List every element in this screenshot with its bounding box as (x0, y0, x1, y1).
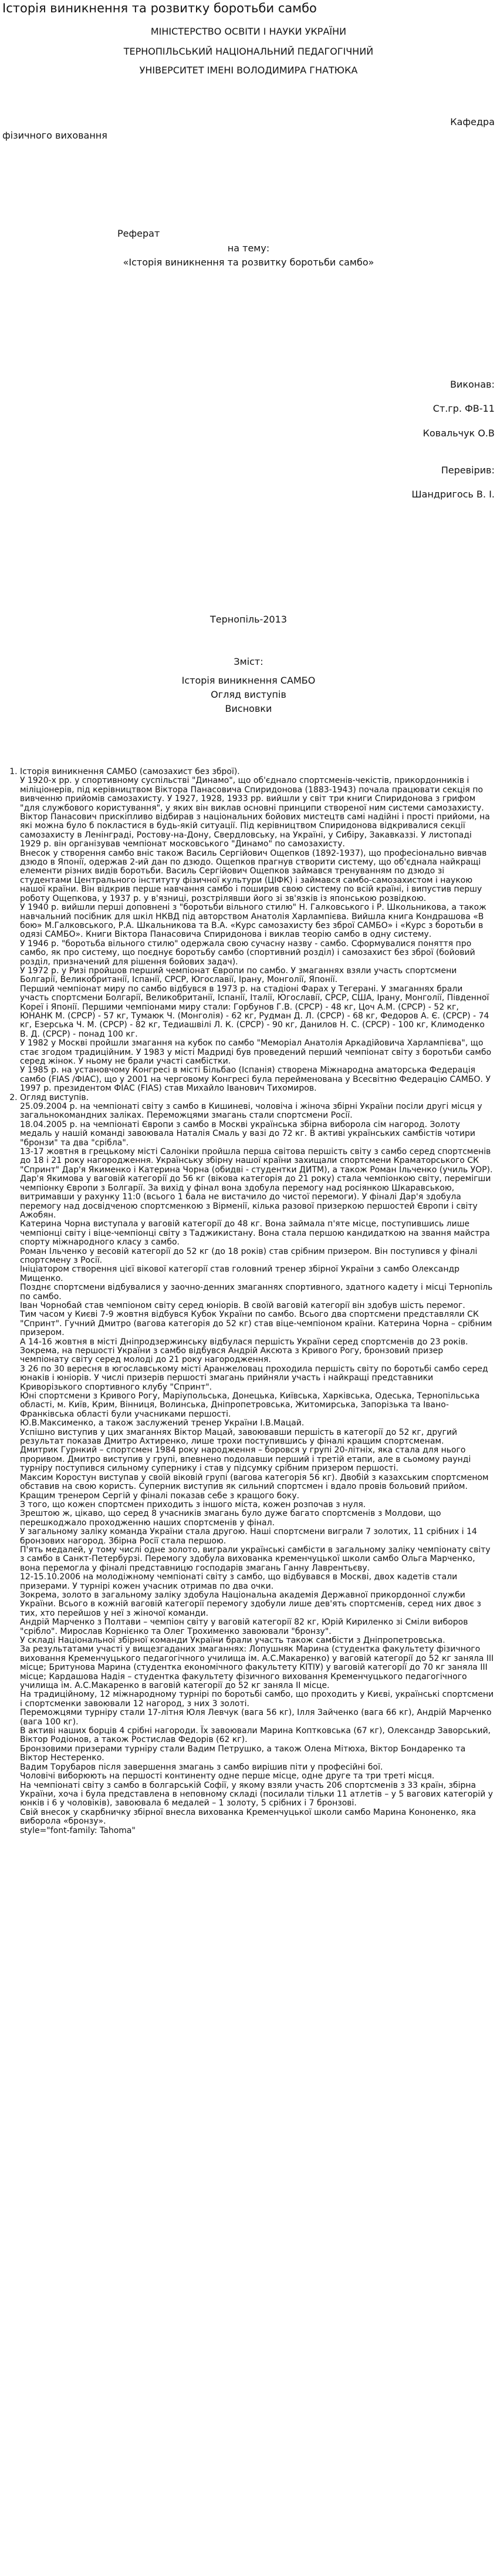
sections-list (2, 768, 494, 1835)
city-year: Тернопіль-2013 (209, 614, 288, 625)
paragraph: У 1982 у Москві пройшли змагання на кубок по самбо "Меморіал Анатолія Аркадійовича Харлампієва", що стає згодом традиційним. У 1983 у місті Мадриді був проведений перший чемпіонат світу з боротьби самбо серед жінок. У ньому не брали участі самбістки. (20, 1038, 492, 1066)
paragraph: Кращим тренером Сергій у фіналі показав себе з кращого боку. (20, 1491, 300, 1501)
section-heading: 2. Огляд виступів. (20, 1092, 89, 1102)
paragraph: Чоловічі виборюють на першості континенту одне перше місце, одне друге та три треті місця. (20, 1771, 435, 1781)
paragraph: Бронзовими призерами турніру стали Вадим Петрушко, а також Олена Мітюха, Віктор Бондаренко та Віктор Нестеренко. (20, 1744, 466, 1763)
paragraph: На традиційному, 12 міжнародному турнірі по боротьбі самбо, що проходить у Києві, українські спортсмени і спортсменки завоювали 12 нагород, з них 3 золоті. (20, 1690, 494, 1709)
paragraph: Зокрема, золото в загальному заліку здобула Національна академія Державної прикордонної служби України. Всього в кожній ваговій категорії перемогу здобули лише дев'ять спортсменів, серед них двоє з тих, хто перейшов у неї з жіночої команди. (20, 1590, 481, 1618)
section-heading: 1. Історія виникнення САМБО (самозахист без зброї). (20, 767, 240, 776)
document-body (2, 768, 494, 1835)
paragraph: У 1946 р. "боротьба вільного стилю" одержала свою сучасну назву - самбо. Сформувалися поняття про самбо, як про систему, що поєднує боротьбу самбо (спортивний розділ) і самозахист без зброї (бойовий розділ, призначений для рішення бойових задач). (20, 939, 475, 967)
paragraph: А 14-16 жовтня в місті Дніпродзержинську відбулася першість України серед спортсменів до 23 років. Зокрема, на першості України з самбо відбувся Андрій Аксюта з Кривого Рогу, бронзовий призер чемпіонату світу серед молоді до 21 року нагородження. (20, 1337, 468, 1365)
paragraph: Успішно виступив у цих змаганнях Віктор Мацай, завоювавши першість в категорії до 52 кг, другий результат показав Дмитро Ахтиренко, лише трохи поступившись у фіналі кращим спортсменам. (20, 1427, 458, 1447)
paragraph: П'ять медалей, у тому числі одне золото, виграли українські самбісти в загальному заліку чемпіонату світу з самбо в Санкт-Петербурзі. Перемогу здобула вихованка кременчуцької школи самбо Ольга Марченко, вона перемогла у фіналі представницю господарів змагань Ганну Лаврентьєву. (20, 1545, 491, 1573)
paragraph: На чемпіонаті світу з самбо в болгарській Софії, у якому взяли участь 206 спортсменів з 33 країн, збірна України, хоча і була представлена в неповному складі (посилали тільки 11 атлетів – у 5 вагових категорій у юнків і 6 у чоловіків), завоювала 6 медалей – 1 золоту, 5 срібних і 7 бронзові. (20, 1780, 493, 1808)
contents-item-history: Історія виникнення САМБО (181, 675, 316, 686)
contents-item-review: Огляд виступів (211, 689, 286, 700)
paragraph: 13-17 жовтня в грецькому місті Салоніки пройшла перша світова першість світу з самбо серед спортсменів до 18 і 21 року нагородження. Українську збірну нашої країни захищали спортсмени Краматорського СК "Спринт" Дар'я Якименко і Катерина Чорна (обидві - студентки ДИТМ), а також Роман Ільченко (училь УОР). (20, 1147, 493, 1175)
paragraph: Переможцями турніру стали 17-літня Юля Левчук (вага 56 кг), Ілля Зайченко (вага 66 кг), Андрій Марченко (вага 100 кг). (20, 1708, 492, 1727)
paragraph: Віктор Панасович прискіпливо відбирав з національних бойових мистецтв самі надійні і прості прийоми, на які можна було б покластися в будь-якій ситуації. Під керівництвом Спиридонова відкривалися секції самозахисту в Ленінграді, Ростову-на-Дону, Свердловську, на Україні, у Сибіру, Закавказзі. У листопаді 1929 р. він організував чемпіонат московського "Динамо" по самозахисту. (20, 812, 490, 849)
paragraph: Андрій Марченко з Полтави – чемпіон світу у ваговій категорії 82 кг, Юрій Кириленко зі Сміли виборов "срібло". Мирослав Корнієнко та Олег Трохименко завоювали "бронзу". (20, 1617, 468, 1636)
referat-topic: «Історія виникнення та розвитку боротьби самбо» (123, 257, 374, 268)
ministry-line: МІНІСТЕРСТВО ОСВІТИ І НАУКИ УКРАЇНИ (150, 26, 347, 37)
paragraph: Іван Чорнобай став чемпіоном світу серед юніорів. В своїй ваговій категорії він здобув шість перемог. (20, 1300, 465, 1310)
paragraph: Тим часом у Києві 7-9 жовтня відбувся Кубок України по самбо. Всього два спортсмени представляли СК "Спринт". Гучний Дмитро (вагова категорія до 52 кг) став віце-чемпіоном країни. Катерина Чорна – срібним призером. (20, 1310, 492, 1338)
contents-item-conclusions: Висновки (225, 703, 272, 714)
department-name: фізичного виховання (2, 130, 107, 141)
paragraph: В активі наших борців 4 срібні нагороди. Їх завоювали Марина Коптковська (67 кг), Олександр Заворський, Віктор Родіонов, а також Ростислав Федорів (62 кг). (20, 1726, 491, 1745)
paragraph: 18.04.2005 р. на чемпіонаті Європи з самбо в Москві українська збірна виборола сім нагород. Золоту медаль у нашій команді завоювала Наталія Смаль у вазі до 72 кг. В активі українських самбістів чотири "бронзи" та два "срібла". (20, 1119, 476, 1148)
paragraph: 3 26 по 30 вересня в югославському місті Аранжеловац проходила першість світу по боротьбі самбо серед юнаків і юніорів. У числі призерів першості змагань прийняли участь і найкращі представники Криворізького спортивного клубу "Спринт". (20, 1364, 488, 1392)
section-paragraphs (20, 776, 494, 1093)
paragraph: Внесок у створення самбо вніс також Василь Сергійович Ощепков (1892-1937), що професіонально вивчав дзюдо в Японії, одержав 2-ий дан по дзюдо. Ощепков прагнув створити систему, що об'єднала найкращі елементи різних видів боротьби. Василь Сергійович Ощепков займався тренуванням по дзюдо зі студентами Центрального інституту фізичної культури (ЦІФК) і займався самбо-самозахистом і наукою нашої країни. Він відкрив перше навчання самбо і поширив свою систему по всій країні, і випустив першу роботу Ощепкова, у 1937 р. у в'язниці, розстрілявши його зі зв'язків із японською розвідкою. (20, 848, 487, 903)
paragraph: 12-15.10.2006 на молодіжному чемпіонаті світу з самбо, що відбувався в Москві, двох кадетів стали призерами. У турнірі кожен учасник отримав по два очки. (20, 1572, 458, 1591)
performed-group: Ст.гр. ФВ-11 (432, 403, 495, 414)
document-title: Історія виникнення та розвитку боротьби самбо (2, 1, 317, 15)
paragraph: Дар'я Якимова у ваговій категорії до 56 кг (вікова категорія до 21 року) стала чемпіонкою світу, перемігши чемпіонку Європи з Болгарії. За вихід у фінал вона здобула перемогу над росіянкою Шкаравською, витримавши у рахунку 11:0 (всього 1 бала не вистачило до чистої перемоги). У фіналі Дар'я здобула перемогу над досвідченою спортсменкою з Вірменії, кілька разової призеркою першостей Європи і світу Ажобян. (20, 1174, 491, 1220)
performed-label: Виконав: (450, 379, 495, 390)
paragraph: Юні спортсмени з Кривого Рогу, Маріупольська, Донецька, Київська, Харківська, Одеська, Тернопільська області, м. Київ, Крим, Вінниця, Волинська, Дніпропетровська, Житомирська, Запорізька та Івано-Франківська області були учасниками першості. (20, 1391, 480, 1419)
checked-label: Перевірив: (441, 465, 495, 476)
paragraph: Дмитрик Гурнкий – спортсмен 1984 року народження – боровся у групі 20-літніх, яка стала для нього проривом. Дмитро виступив у групі, впевнено подолавши перший і третій етапи, але в сьомому раунді турніру поступився сильному супернику і став у підсумку срібним призером першості. (20, 1445, 471, 1474)
performed-name: Ковальчук О.В (422, 428, 495, 439)
department-label: Кафедра (450, 116, 495, 127)
contents-label: Зміст: (234, 656, 263, 667)
paragraph: Максим Коростун виступав у своїй віковій групі (вагова категорія 56 кг). Двобій з казахським спортсменом обставив на свою користь. Суперник виступив як сильний спортсмен і вдало провів больовий прийом. (20, 1472, 489, 1492)
paragraph: Перший чемпіонат миру по самбо відбувся в 1973 р. на стадіоні Фарах у Тегерані. У змаганнях брали участь спортсмени Болгарії, Великобританії, Іспанії, Італії, Югославії, СРСР, США, Ірану, Монголії, Південної Кореї і Японії. Першими чемпіонами миру стали: Горбунов Г.В. (СРСР) - 48 кг, Цоч А.М. (СРСР) - 52 кг, ЮНАНК М. (СРСР) - 57 кг, Тумаюк Ч. (Монголія) - 62 кг, Рудман Д. Л. (СРСР) - 68 кг, Федоров А. Є. (СРСР) - 74 кг, Езерська Ч. М. (СРСР) - 82 кг, Тедиашвілі Л. К. (СРСР) - 90 кг, Данилов Н. С. (СРСР) - 100 кг, Климоденко В. Д. (СРСР) - понад 100 кг. (20, 984, 489, 1039)
paragraph: З того, що кожен спортсмен приходить з іншого міста, кожен розпочав з нуля. (20, 1499, 366, 1509)
paragraph: Свій внесок у скарбничку збірної внесла вихованка Кременчуцької школи самбо Марина Кононенко, яка виборола «бронзу». (20, 1807, 476, 1827)
university-line-1: ТЕРНОПІЛЬСЬКИЙ НАЦІОНАЛЬНИЙ ПЕДАГОГІЧНИЙ (123, 46, 374, 57)
paragraph: Ю.В.Максименко, а також заслужений тренер України І.В.Мацай. (20, 1418, 305, 1428)
paragraph: Позднє спортсмени відбувалися у заочно-денних змаганнях спортивного, здатного кадету і місці Тернопіль по самбо. (20, 1283, 493, 1302)
paragraph: Катерина Чорна виступала у ваговій категорії до 48 кг. Вона займала п'яте місце, поступившись лише чемпіонці світу і віце-чемпіонці світу з Таджикистану. Вона стала першою кандидаткою на звання майстра спорту міжнародного класу з самбо. (20, 1219, 490, 1247)
paragraph: Вадим Торубаров після завершення змагань з самбо вирішив піти у професійні бої. (20, 1762, 383, 1772)
section-history (20, 768, 494, 1094)
paragraph: У 1940 р. вийшли перші доповнені з "боротьби вільного стилю" Н. Галковського і Р. Школьникова, а також навчальний посібник для шкіл НКВД під авторством Анатолія Харлампієва. Вийшла книга Кондрашова «В бою» М.Галковського, Р.А. Шкальникова та В.А. «Курс самозахисту без зброї САМБО» і «Курс з боротьби в одязі САМБО». Книги Віктора Панасовича Спиридонова і виклав теорію самбо в одну систему. (20, 903, 486, 940)
paragraph: У 1920-х рр. у спортивному суспільстві "Динамо", що об'єднало спортсменів-чекістів, прикордонників і міліціонерів, під керівництвом Віктора Панасовича Спиридонова (1883-1943) почала працювати секція по вивченню прийомів самозахисту. У 1927, 1928, 1933 рр. вийшли у світ три книги Спиридонова з грифом "для службового користування", у яких він виклав основні принципи створеної ним системи самозахисту. (20, 776, 484, 813)
paragraph: style="font-family: Tahoma" (20, 1825, 136, 1835)
section-review (20, 1094, 494, 1835)
paragraph: За результатами участі у вищезгаданих змаганнях: Лопушняк Марина (студентка факультету фізичного виховання Кременчуцького педагогічного училища ім. А.С.Макаренко) у ваговій категорії до 52 кг заняла III місце; Бритунова Марина (студентка економічного факультету КІТІУ) у ваговій категорії до 70 кг заняла III місце; Кардашова Надія – студентка факультету фізичного виховання Кременчуцького педагогічного училища ім. А.С.Макаренко в ваговій категорії до 52 кг заняла ІІ місце. (20, 1645, 494, 1691)
paragraph: Ініціатором створення цієї вікової категорії став головний тренер збірної України з самбо Олександр Мищенко. (20, 1265, 460, 1283)
university-line-2: УНІВЕРСИТЕТ ІМЕНІ ВОЛОДИМИРА ГНАТЮКА (139, 65, 358, 76)
checked-name: Шандригось В. І. (411, 489, 495, 500)
section-paragraphs (20, 1102, 494, 1835)
paragraph: У 1972 р. у Ризі пройшов перший чемпіонат Європи по самбо. У змаганнях взяли участь спортсмени Болгарії, Великобританії, Іспанії, СРСР, Югославії, Ірану, Монголії, Японії. (20, 966, 457, 985)
topic-label: на тему: (227, 243, 270, 254)
paragraph: У загальному заліку команда України стала другою. Наші спортсмени виграли 7 золотих, 11 срібних і 14 бронзових нагород. Збірна Росії стала першою. (20, 1527, 477, 1546)
paragraph: Роман Ільченко у весовій категорії до 52 кг (до 18 років) став срібним призером. Він поступився у фіналі спортсмену з Росії. (20, 1246, 478, 1265)
paragraph: У 1985 р. на установчому Конгресі в місті Більбао (Іспанія) створена Міжнародна аматорська Федерація самбо (FIAS /ФІАС), що у 2001 на черговому Конгресі була перейменована у Всесвітню Федерацію САМБО. У 1997 р. президентом ФІАС (FIAS) став Михайло Іванович Тихомиров. (20, 1065, 491, 1094)
paragraph: 25.09.2004 р. на чемпіонаті світу з самбо в Кишиневі, чоловіча і жіноча збірні України посіли другі місця у загальнокомандних заліках. Переможцями змагань стали спортсмени Росії. (20, 1102, 482, 1121)
referat-label: Реферат (117, 228, 160, 239)
paragraph: У складі Національної збірної команди України брали участь також самбісти з Дніпропетровська. (20, 1636, 445, 1645)
paragraph: Зрештою ж, цікаво, що серед 8 учасників змагань було дуже багато спортсменів з Молдови, що перешкоджало проходженню наших спортсменів у фінал. (20, 1509, 441, 1528)
